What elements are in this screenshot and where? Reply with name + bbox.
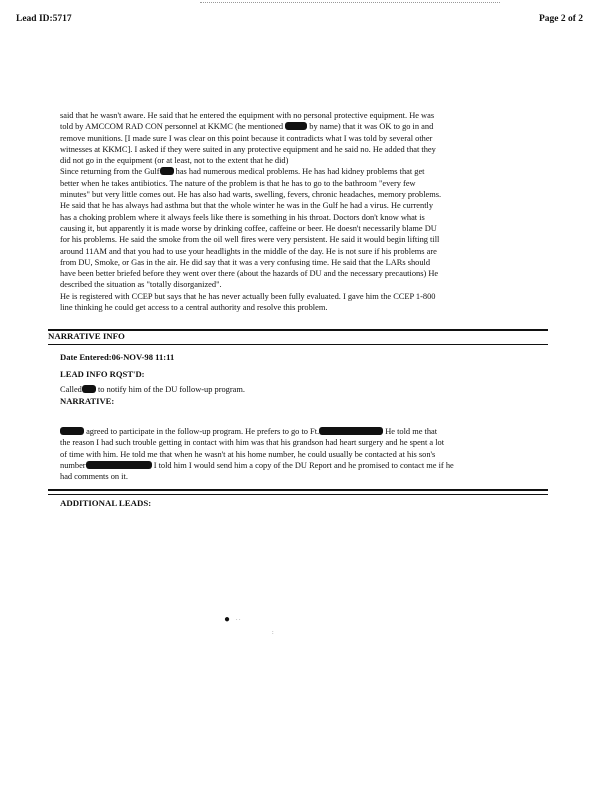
narrative-info-title: NARRATIVE INFO <box>48 331 125 341</box>
redaction-block <box>60 427 84 435</box>
text-line: around 11AM and that you had to use your headlights in the middle of the day. He is not sure if his problems are <box>60 246 437 256</box>
scan-speck: ● <box>224 614 231 625</box>
section-rule <box>48 344 548 345</box>
date-entered-row <box>60 347 550 365</box>
top-dotted-edge <box>200 2 500 3</box>
text-line: Since returning from the Gulf has had numerous medical problems. He has had kidney problems that get <box>60 167 425 177</box>
text-line: have been better briefed before they went over there (about the hazards of DU and the necessary precautions) He <box>60 269 439 279</box>
text-line: line thinking he could get access to a central authority and resolve this problem. <box>60 303 328 313</box>
text-line: minutes" but very little comes out. He has also had warts, swelling, fevers, chronic headaches, memory problems. <box>60 190 442 200</box>
redaction-block <box>285 122 307 130</box>
text-line: He is registered with CCEP but says that he has never actually been fully evaluated. I gave him the CCEP 1-800 <box>60 291 436 301</box>
lead-info-label: LEAD INFO RQST'D: <box>60 369 145 379</box>
text-line: from DU, Smoke, or Gas in the air. He did say that it was a very confusing time. He said that the LARs should <box>60 257 431 267</box>
text-line: causing it, but apparently it is made worse by drinking coffee, caffeine or beer. He doesn't necessarily blame DU <box>60 223 437 233</box>
narrative-info <box>60 347 550 406</box>
continuation-text <box>60 110 550 313</box>
text-line: He said that he has always had asthma but that the whole winter he was in the Gulf he had a virus. He currently <box>60 201 434 211</box>
date-entered-label: Date Entered: <box>60 352 112 362</box>
text-line: the reason I had such trouble getting in contact with him was that his grandson had heart surgery and he spent a lot <box>60 438 445 448</box>
text-line: witnesses at KKMC]. I asked if they were suited in any protective equipment and he said no. He added that they <box>60 144 436 154</box>
lead-id: Lead ID:5717 <box>16 14 72 24</box>
text-line: better when he takes antibiotics. The nature of the problem is that he has to go to the bathroom "every few <box>60 178 416 188</box>
narrative-text <box>60 426 550 482</box>
text-line: has a choking problem where it always feels like there is something in his throat. Doctors don't know what is <box>60 212 425 222</box>
redaction-block <box>82 385 96 393</box>
text-line: had comments on it. <box>60 472 128 482</box>
text-line: said that he wasn't aware. He said that he entered the equipment with no personal protective equipment. He was <box>60 111 435 120</box>
text-line: remove munitions. [I made sure I was clear on this point because it contradicts what I was told by several other <box>60 133 433 143</box>
redaction-block <box>86 461 152 469</box>
text-line: agreed to participate in the follow-up program. He prefers to go to Ft. He told me that <box>60 426 550 437</box>
text-line: for his problems. He said the smoke from the oil well fires were very persistent. He said it would begin lifting till <box>60 235 440 245</box>
text-line: number I told him I would send him a copy of the DU Report and he promised to contact me if he <box>60 460 454 470</box>
text-line: of time with him. He told me that when he wasn't at his home number, he could usually be contacted at his son's <box>60 449 436 459</box>
scan-speck: : <box>272 630 274 636</box>
section-rule <box>48 494 548 495</box>
lead-info-text: Called to notify him of the DU follow-up program. <box>60 385 245 394</box>
narrative-label: NARRATIVE: <box>60 396 115 407</box>
date-entered-value: 06-NOV-98 11:11 <box>111 352 175 362</box>
text-line: told by AMCCOM RAD CON personnel at KKMC (he mentioned by name) that it was OK to go in and <box>60 122 434 132</box>
scan-speck: . . <box>236 616 241 622</box>
text-line: did not go in the equipment (or at least, not to the extent that he did) <box>60 156 289 166</box>
redaction-block <box>160 167 174 175</box>
text-line: described the situation as "totally disorganized". <box>60 280 222 290</box>
additional-leads-title: ADDITIONAL LEADS: <box>60 498 152 508</box>
page-number: Page 2 of 2 <box>538 14 583 24</box>
redaction-block <box>319 427 383 435</box>
section-rule <box>48 489 548 491</box>
